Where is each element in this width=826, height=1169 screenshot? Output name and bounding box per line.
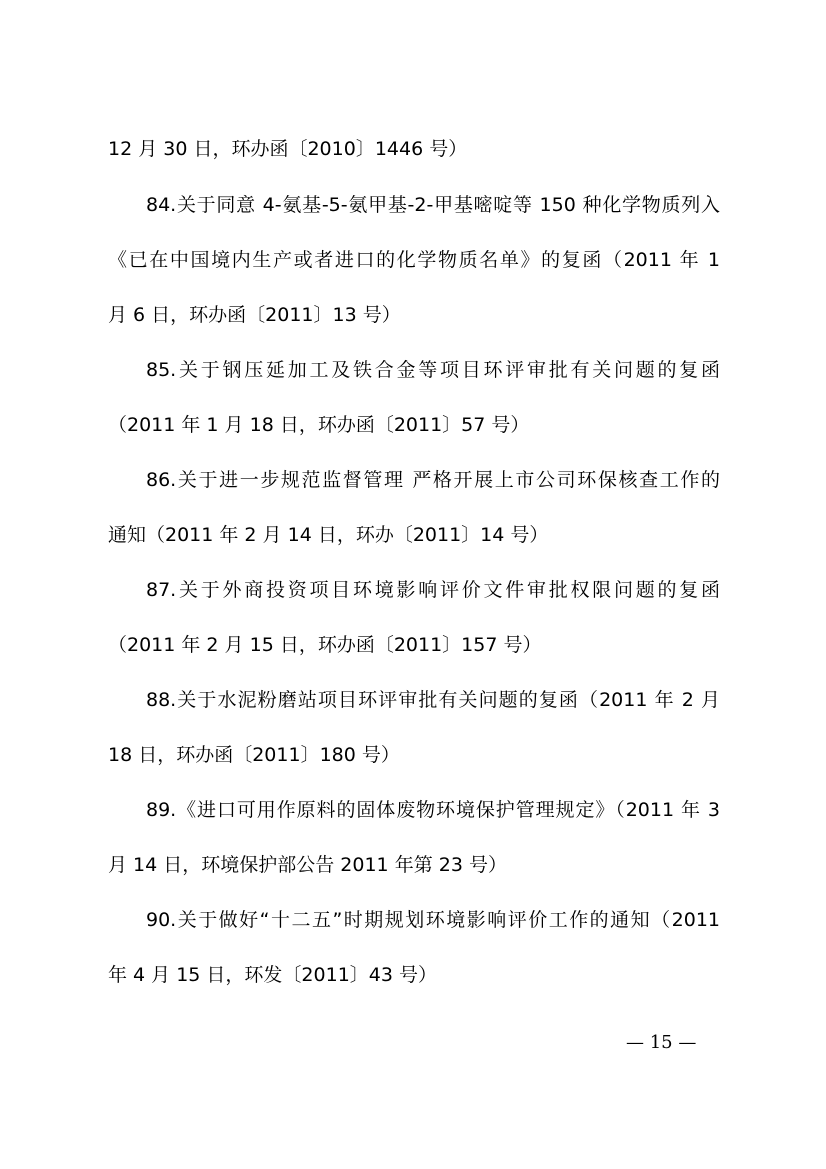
item-84-heading: 84.关于同意 4-氨基-5-氨甲基-2-甲基嘧啶等 150 种化学物质列入 bbox=[146, 194, 720, 216]
text-line: 18 日，环办函〔2011〕180 号） bbox=[108, 744, 400, 766]
item-90-heading: 90.关于做好“十二五”时期规划环境影响评价工作的通知（2011 bbox=[146, 909, 720, 931]
page-number: — 15 — bbox=[626, 1032, 697, 1053]
item-88-heading: 88.关于水泥粉磨站项目环评审批有关问题的复函（2011 年 2 月 bbox=[146, 689, 720, 711]
text-line: （2011 年 2 月 15 日，环办函〔2011〕157 号） bbox=[108, 634, 542, 656]
item-85-heading: 85.关于钢压延加工及铁合金等项目环评审批有关问题的复函 bbox=[146, 359, 720, 381]
item-87-heading: 87.关于外商投资项目环境影响评价文件审批权限问题的复函 bbox=[146, 579, 720, 601]
text-line: 12 月 30 日，环办函〔2010〕1446 号） bbox=[108, 138, 468, 160]
item-86-heading: 86.关于进一步规范监督管理 严格开展上市公司环保核查工作的 bbox=[146, 469, 720, 491]
text-line: （2011 年 1 月 18 日，环办函〔2011〕57 号） bbox=[108, 414, 530, 436]
text-line: 年 4 月 15 日，环发〔2011〕43 号） bbox=[108, 964, 437, 986]
text-line: 月 6 日，环办函〔2011〕13 号） bbox=[108, 304, 401, 326]
text-line: 《已在中国境内生产或者进口的化学物质名单》的复函（2011 年 1 bbox=[108, 249, 720, 271]
item-89-heading: 89.《进口可用作原料的固体废物环境保护管理规定》（2011 年 3 bbox=[146, 799, 720, 821]
text-line: 月 14 日，环境保护部公告 2011 年第 23 号） bbox=[108, 854, 507, 876]
text-line: 通知（2011 年 2 月 14 日，环办〔2011〕14 号） bbox=[108, 524, 549, 546]
